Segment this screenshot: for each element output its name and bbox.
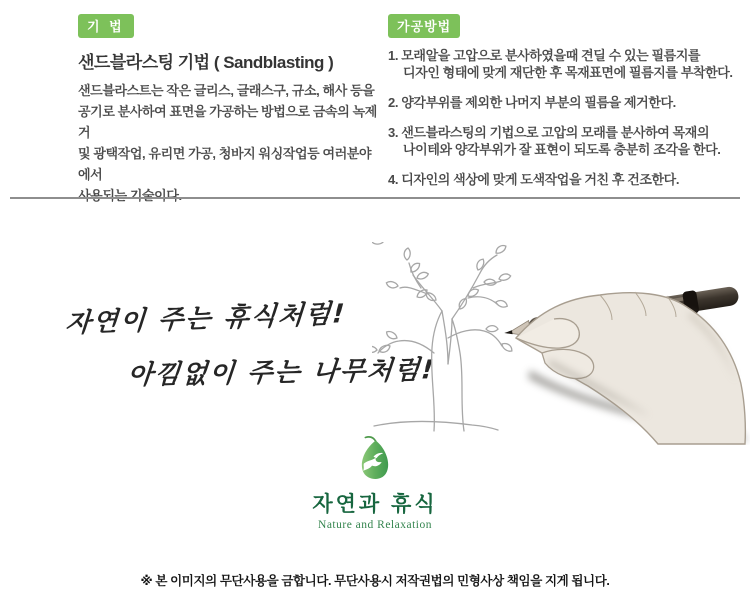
technique-body-line: 및 광택작업, 유리면 가공, 청바지 워싱작업등 여러분야에서 (78, 146, 372, 182)
step-line: 디자인 형태에 맞게 재단한 후 목재표면에 필름지를 부착한다. (403, 65, 733, 80)
step-line: 1. 모래알을 고압으로 분사하였을때 견딜 수 있는 필름지를 (388, 48, 701, 63)
process-tag: 가공방법 (388, 14, 460, 38)
slogan-line-2: 아낌없이 주는 나무처럼! (126, 355, 437, 391)
technique-body-line: 공기로 분사하여 표면을 가공하는 방법으로 금속의 녹제거 (78, 104, 377, 140)
hand-pen-sketch (450, 252, 750, 445)
logo-korean-text: 자연과 휴식 (312, 493, 438, 516)
hand (516, 292, 745, 444)
step-line: 2. 양각부위를 제외한 나머지 부분의 필름을 제거한다. (388, 95, 676, 110)
leaf-dove-logo-icon (349, 436, 401, 482)
copyright-notice: ※ 본 이미지의 무단사용을 금합니다. 무단사용시 저작권법의 민형사상 책임을 지게 됩니다. (140, 574, 610, 588)
technique-title: 샌드블라스팅 기법 ( Sandblasting ) (78, 53, 334, 72)
technique-body-line: 사용되는 기술이다. (78, 188, 182, 203)
logo (0, 436, 750, 531)
technique-body (78, 80, 383, 206)
process-step-2 (388, 94, 743, 111)
process-step-1 (388, 47, 743, 81)
process-step-4 (388, 171, 743, 188)
step-line: 나이테와 양각부위가 잘 표현이 되도록 충분히 조각을 한다. (403, 142, 721, 157)
technique-section (78, 14, 383, 206)
logo-english-text: Nature and Relaxation (318, 519, 432, 531)
technique-tag: 기 법 (78, 14, 134, 38)
technique-body-line: 샌드블라스트는 작은 글리스, 글래스구, 규소, 해사 등을 (78, 83, 375, 98)
process-steps (388, 47, 743, 188)
section-divider (10, 197, 740, 199)
process-step-3 (388, 124, 743, 158)
step-line: 3. 샌드블라스팅의 기법으로 고압의 모래를 분사하여 목재의 (388, 125, 710, 140)
slogan-line-1: 자연이 주는 휴식처럼! (64, 299, 348, 339)
step-line: 4. 디자인의 색상에 맞게 도색작업을 거친 후 건조한다. (388, 172, 680, 187)
process-section (388, 14, 743, 201)
